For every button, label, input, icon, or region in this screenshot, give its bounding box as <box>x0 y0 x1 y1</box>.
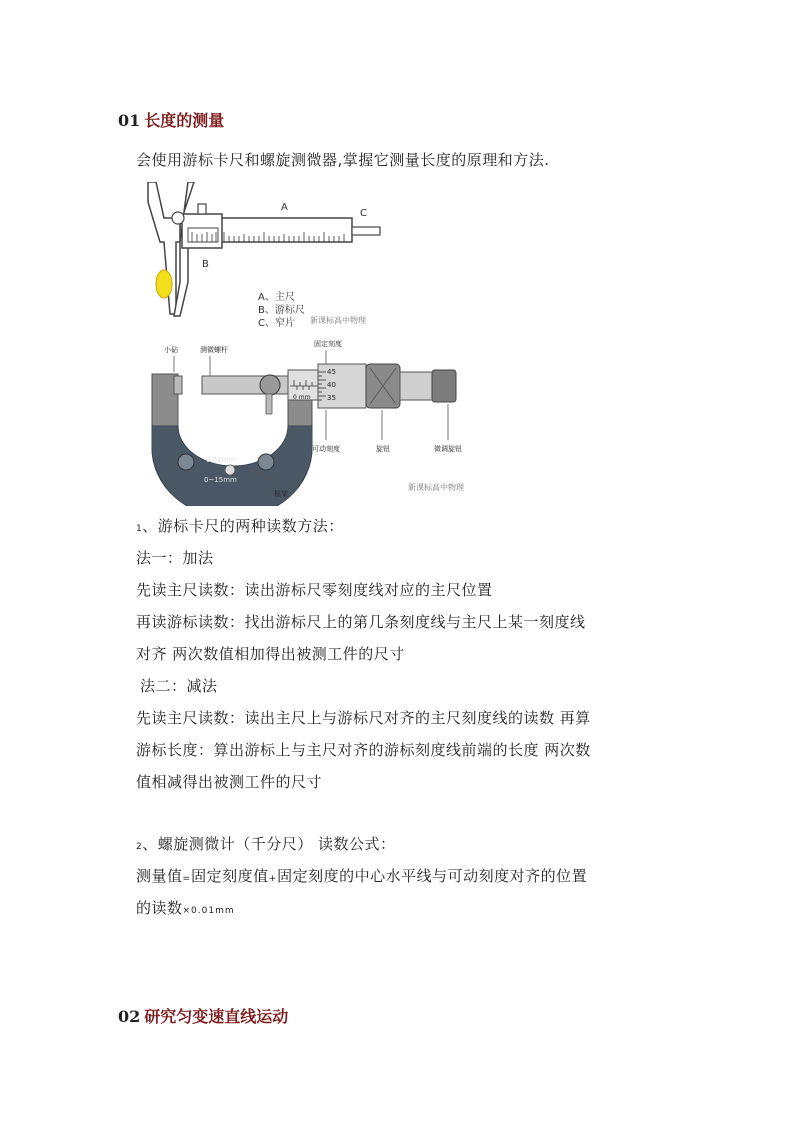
subtraction-step-1: 先读主尺读数：读出主尺上与游标尺对齐的主尺刻度线的读数 再算 <box>136 709 591 727</box>
spec-resolution: 0.01mm <box>206 456 236 464</box>
section-2-heading <box>118 1004 288 1027</box>
addition-method-title: 法一：加法 <box>136 549 214 567</box>
section-1-title: 长度的测量 <box>144 111 225 130</box>
section-1-number: 01 <box>118 111 141 130</box>
label-fixed-scale: 固定刻度 <box>314 340 342 348</box>
section-2-title: 研究匀变速直线运动 <box>144 1007 289 1026</box>
method-1-heading <box>136 516 344 539</box>
label-fine-ratchet: 微调旋钮 <box>434 445 462 453</box>
method-2-title: 、螺旋测微计（千分尺） 读数公式： <box>142 835 396 853</box>
ratchet-shaft <box>400 372 432 400</box>
watermark-2: 新课标高中物理 <box>408 483 464 492</box>
measured-object <box>156 270 172 298</box>
lock-nut <box>260 375 280 395</box>
vernier-caliper-figure <box>140 182 400 332</box>
label-b: B <box>202 259 209 270</box>
vernier-scale-window <box>188 228 218 242</box>
depth-probe <box>352 227 380 235</box>
label-frame: 框架 <box>274 490 288 498</box>
legend-probe: C、窄片 <box>258 318 295 329</box>
method-2-number: 2 <box>136 842 143 852</box>
subtraction-step-2: 游标长度：算出游标上与主尺对齐的游标刻度线前端的长度 两次数 <box>136 741 591 759</box>
formula-line-2 <box>136 898 235 921</box>
anvil <box>174 376 182 394</box>
thimble <box>318 364 366 408</box>
addition-step-3: 对齐 两次数值相加得出被测工件的尺寸 <box>136 645 405 663</box>
formula-plus: + <box>268 874 278 884</box>
scale-45: 45 <box>327 368 336 376</box>
zero-mm-label: 0 mm <box>293 394 311 401</box>
formula-alignment: 固定刻度的中心水平线与可动刻度对齐的位置 <box>277 867 588 885</box>
formula-multiplier: ×0.01mm <box>182 906 235 916</box>
fine-ratchet-knob <box>432 370 456 402</box>
subtraction-method-title: 法二：减法 <box>140 677 218 695</box>
spec-range: 0~15mm <box>204 476 237 484</box>
label-thimble: 可动刻度 <box>312 445 340 453</box>
watermark-1: 新课标高中物理 <box>310 316 366 325</box>
section-1-heading <box>118 108 224 131</box>
locking-screw <box>172 212 184 224</box>
legend-main-scale: A、主尺 <box>258 292 295 303</box>
method-2-heading <box>136 834 396 857</box>
subtraction-step-3: 值相减得出被测工件的尺寸 <box>136 773 323 791</box>
legend-vernier: B、游标尺 <box>258 305 305 316</box>
label-anvil: 小砧 <box>164 346 178 354</box>
micrometer-figure <box>130 336 480 506</box>
method-1-title: 、游标卡尺的两种读数方法： <box>142 517 344 535</box>
formula-line-1 <box>136 866 587 889</box>
movable-jaw <box>174 182 194 316</box>
formula-equals: = <box>182 874 192 884</box>
frame-screw-right <box>258 454 274 470</box>
frame-screw-left <box>178 454 194 470</box>
slider-knob <box>198 204 206 214</box>
label-c: C <box>360 208 367 219</box>
formula-fixed-value: 固定刻度值 <box>191 867 269 885</box>
method-1-number: 1 <box>136 524 143 534</box>
brand-mark <box>225 465 235 475</box>
lock-lever <box>266 394 272 414</box>
section-2-number: 02 <box>118 1007 141 1026</box>
scale-35: 35 <box>327 394 336 402</box>
addition-step-2: 再读游标读数：找出游标尺上的第几条刻度线与主尺上某一刻度线 <box>136 613 586 631</box>
label-spindle: 测微螺杆 <box>200 346 228 354</box>
intro-text: 会使用游标卡尺和螺旋测微器,掌握它测量长度的原理和方法. <box>136 151 550 169</box>
formula-reading: 的读数 <box>136 899 183 917</box>
formula-measured-value: 测量值 <box>136 867 183 885</box>
addition-step-1: 先读主尺读数：读出游标尺零刻度线对应的主尺位置 <box>136 581 493 599</box>
label-ratchet: 旋钮 <box>376 445 390 453</box>
label-a: A <box>281 202 288 213</box>
scale-40: 40 <box>327 381 336 389</box>
